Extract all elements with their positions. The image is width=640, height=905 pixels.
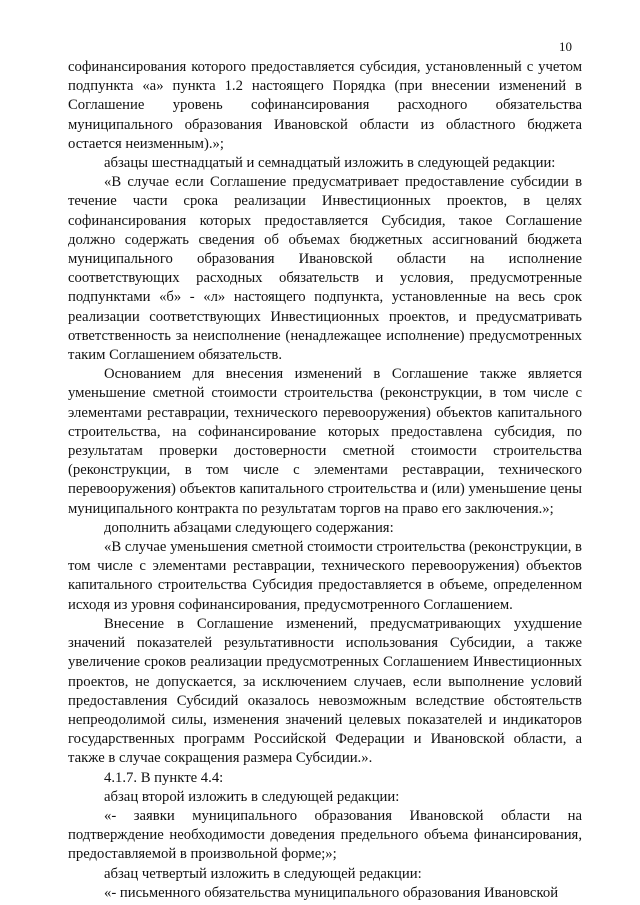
paragraph: 4.1.7. В пункте 4.4:	[104, 769, 224, 786]
page-number: 10	[559, 39, 572, 54]
paragraph: абзацы шестнадцатый и семнадцатый изложить в следующей редакции:	[104, 155, 556, 172]
paragraph: Внесение в Соглашение изменений, предусматривающих ухудшение значений показателей результативности использования Субсидии, а также увеличение сроков реализации предусмотренных Соглашением Инвестиционных проектов, не допускается, за исключением случаев, если выполнение условий предоставления Субсидий оказалось невозможным вследствие обстоятельств непреодолимой силы, изменения значений целевых показателей и индикаторов государственных программ Российской Федерации и Ивановской области, а также в случае сокращения размера Субсидии.».	[68, 615, 582, 767]
document-body	[68, 58, 582, 903]
paragraph: абзац второй изложить в следующей редакции:	[104, 788, 400, 805]
paragraph: Основанием для внесения изменений в Соглашение также является уменьшение сметной стоимости строительства (реконструкции, в том числе с элементами реставрации, технического перевооружения) объектов капитального строительства, на софинансирование которых предоставлена субсидия, по результатам проверки достоверности сметной стоимости строительства (реконструкции, в том числе с элементами реставрации, технического перевооружения) объектов капитального строительства и (или) уменьшение цены муниципального контракта по результатам торгов на право его заключения.»;	[68, 366, 582, 517]
paragraph: «В случае уменьшения сметной стоимости строительства (реконструкции, в том числе с элементами реставрации, технического перевооружения) объектов капитального строительства Субсидия предоставляется в объеме, определенном исходя из уровня софинансирования, предусмотренного Соглашением.	[68, 539, 582, 613]
paragraph: «- письменного обязательства муниципального образования Ивановской	[104, 884, 559, 901]
paragraph: «В случае если Соглашение предусматривает предоставление субсидии в течение части срока реализации Инвестиционных проектов, в целях софинансирования которых предоставляется Субсидия, такое Соглашение должно содержать сведения об объемах бюджетных ассигнований бюджета муниципального образования Ивановской области на исполнение соответствующих расходных обязательств и условия, предусмотренные подпунктами «б» - «л» настоящего подпункта, установленные на весь срок реализации соответствующих Инвестиционных проектов, и предусматривать ответственность за неисполнение (ненадлежащее исполнение) предусмотренных таким Соглашением обязательств.	[68, 174, 582, 364]
paragraph: дополнить абзацами следующего содержания:	[104, 519, 394, 536]
paragraph: абзац четвертый изложить в следующей редакции:	[104, 865, 422, 882]
paragraph: «- заявки муниципального образования Ивановской области на подтверждение необходимости доведения предельного объема финансирования, предоставляемой в произвольной форме;»;	[68, 807, 582, 863]
paragraph: софинансирования которого предоставляется субсидия, установленный с учетом подпункта «а» пункта 1.2 настоящего Порядка (при внесении изменений в Соглашение уровень софинансирования расходного обязательства муниципального образования Ивановской области из областного бюджета остается неизменным).»;	[68, 59, 582, 152]
